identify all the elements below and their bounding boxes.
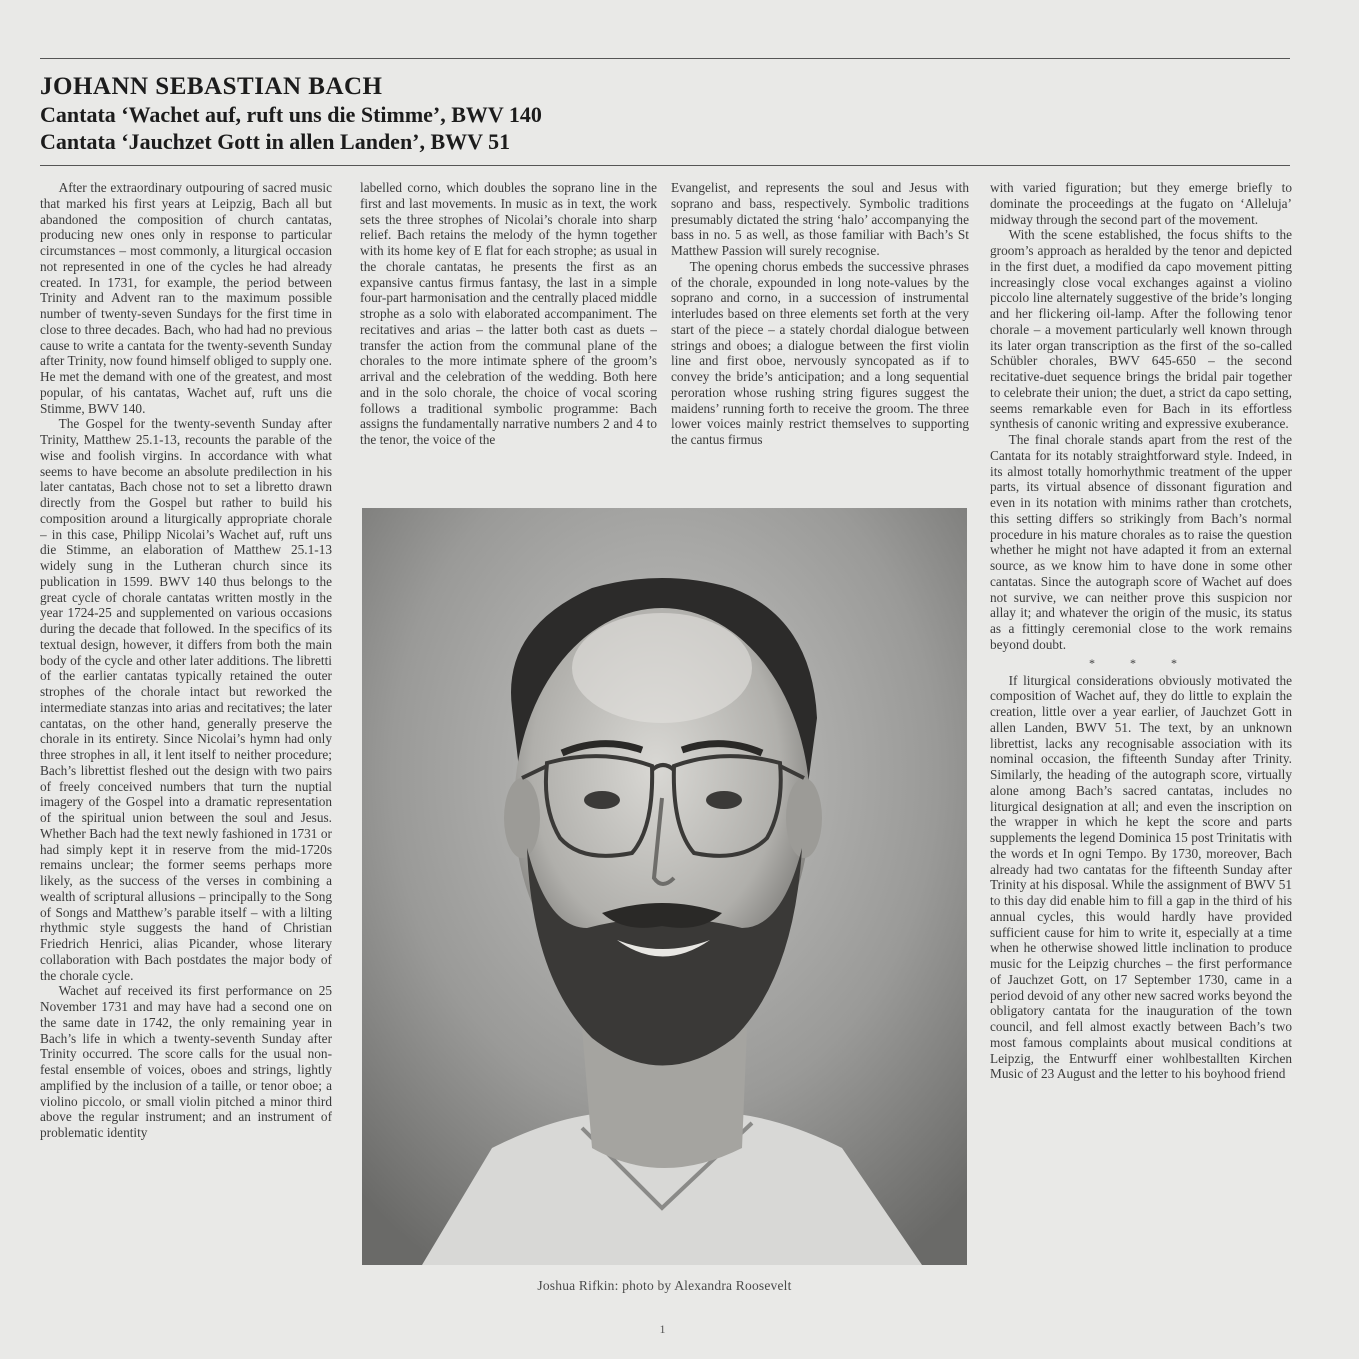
paragraph: with varied figuration; but they emerge briefly to dominate the proceedings at the fugato on ‘Alleluja’ midway through the second part of the movement. bbox=[990, 180, 1292, 227]
paragraph: The final chorale stands apart from the rest of the Cantata for its notably straightforward style. Indeed, in its almost totally homorhythmic treatment of the upper parts, its virtual absence of dissonant figuration and even in its notation with minims rather than crotchets, this setting differs so strikingly from Bach’s normal procedure in his mature chorales as to raise the question whether he might not have adapted it from an external source, as we know him to have done in some other cantatas. Since the autograph score of Wachet auf does not survive, we can neither prove this suspicion nor allay it; and whatever the origin of the music, its status as a fittingly ceremonial close to the work remains beyond doubt. bbox=[990, 432, 1292, 652]
portrait-photo bbox=[362, 508, 967, 1265]
paragraph: The Gospel for the twenty-seventh Sunday after Trinity, Matthew 25.1-13, recounts the parable of the wise and foolish virgins. In accordance with what seems to have become an absolute predilection in his later cantatas, Bach chose not to set a libretto drawn directly from the Gospel but rather to build his composition around a liturgically appropriate chorale – in this case, Philipp Nicolai’s Wachet auf, ruft uns die Stimme, an elaboration of Matthew 25.1-13 widely sung in the Lutheran church since its publication in 1599. BWV 140 thus belongs to the great cycle of chorale cantatas written mostly in the year 1724-25 and supplemented on various occasions during the decade that followed. In the specifics of its textual design, however, it differs from both the main body of the cycle and other later additions. The libretti of the earlier cantatas typically retained the outer strophes of the chorale intact but reworked the intermediate stanzas into arias and recitatives; the later cantatas, on the other hand, generally preserve the chorale in its entirety. Since Nicolai’s hymn had only three strophes in all, it lent itself to neither procedure; Bach’s librettist fleshed out the design with two pairs of freely conceived numbers that turn the nuptial imagery of the Gospel into a dramatic representation of the spiritual union between the soul and Jesus. Whether Bach had the text newly fashioned in 1731 or had simply kept it in reserve from the mid-1720s remains unclear; the former seems perhaps more likely, as the success of the verses in combining a wealth of scriptural allusions – principally to the Song of Songs and Matthew’s parable itself – with a lilting rhythmic style suggests the hand of Christian Friedrich Henrici, alias Picander, whose literary collaboration with Bach postdates the major body of the chorale cycle. bbox=[40, 416, 332, 983]
page-header bbox=[40, 72, 1290, 155]
paragraph: After the extraordinary outpouring of sacred music that marked his first years at Leipzig, Bach all but abandoned the composition of church cantatas, producing new ones only in response to particular circumstances – most commonly, a liturgical occasion not represented in one of the cycles he had already created. In 1731, for example, the period between Trinity and Advent ran to the maximum possible number of twenty-seven Sundays for the first time in close to three decades. Bach, who had had no previous cause to write a cantata for the twenty-seventh Sunday after Trinity, now found himself obliged to supply one. He met the demand with one of the greatest, and most popular, of his cantatas, Wachet auf, ruft uns die Stimme, BWV 140. bbox=[40, 180, 332, 416]
work-title-1: Cantata ‘Wachet auf, ruft uns die Stimme’, BWV 140 bbox=[40, 102, 542, 127]
top-rule bbox=[40, 58, 1290, 59]
text-column-3 bbox=[671, 180, 969, 495]
section-divider: * * * bbox=[1089, 655, 1193, 670]
paragraph: The opening chorus embeds the successive phrases of the chorale, expounded in long note-values by the soprano and corno, in a succession of instrumental interludes based on three elements set forth at the very start of the piece – a stately chordal dialogue between strings and oboes; a dialogue between the first violin line and first oboe, nervously syncopated as if to convey the bride’s anticipation; and a long sequential peroration whose rushing string figures suggest the maidens’ running forth to receive the groom. The three lower voices mainly restrict themselves to supporting the cantus firmus bbox=[671, 258, 969, 447]
photo-caption: Joshua Rifkin: photo by Alexandra Roosevelt bbox=[537, 1278, 792, 1293]
work-title-2: Cantata ‘Jauchzet Gott in allen Landen’, BWV 51 bbox=[40, 129, 511, 154]
paragraph: labelled corno, which doubles the soprano line in the first and last movements. In music as in text, the work sets the three strophes of Nicolai’s chorale into sharp relief. Bach retains the melody of the hymn together with its home key of E flat for each strophe; as usual in the chorale cantatas, he presents the first as an expansive cantus firmus fantasy, the last in a simple four-part harmonisation and the centrally placed middle strophe as a solo with elaborated accompaniment. The recitatives and arias – the latter both cast as duets – transfer the action from the communal plane of the chorales to the more intimate sphere of the groom’s arrival and the celebration of the wedding. Both here and in the solo chorale, the choice of vocal scoring follows a traditional symbolic programme: Bach assigns the fundamentally narrative numbers 2 and 4 to the tenor, the voice of the bbox=[360, 180, 657, 447]
header-rule bbox=[40, 165, 1290, 166]
paragraph: If liturgical considerations obviously motivated the composition of Wachet auf, they do little to explain the creation, little over a year earlier, of Jauchzet Gott in allen Landen, BWV 51. The text, by an unknown librettist, lacks any recognisable association with its nominal occasion, the fifteenth Sunday after Trinity. Similarly, the heading of the autograph score, virtually alone among Bach’s sacred cantatas, includes no liturgical designation at all; and even the inscription on the wrapper in which he kept the score and parts supplements the legend Dominica 15 post Trinitatis with the words et In ogni Tempo. By 1730, moreover, Bach already had two cantatas for the fifteenth Sunday after Trinity at his disposal. While the assignment of BWV 51 to this day did enable him to fill a gap in the third of his annual cycles, this would hardly have provided sufficient cause for him to write it, especially at a time when he otherwise showed little inclination to produce music for the Leipzig churches – the first performance of Jauchzet Gott, on 17 September 1730, came in a period devoid of any other new sacred works beyond the obligatory cantata for the inauguration of the town council, and fell almost exactly between Bach’s two most famous complaints about musical conditions at Leipzig, the Entwurff einer wohlbestallten Kirchen Music of 23 August and the letter to his boyhood friend bbox=[990, 672, 1292, 1082]
portrait-illustration bbox=[362, 508, 967, 1265]
text-column-4 bbox=[990, 180, 1292, 1330]
page-number: 1 bbox=[659, 1322, 666, 1336]
composer-name: JOHANN SEBASTIAN BACH bbox=[40, 73, 383, 100]
text-column-2 bbox=[360, 180, 657, 495]
paragraph: Wachet auf received its first performance on 25 November 1731 and may have had a second one on the same date in 1742, the only remaining year in Bach’s life in which a twenty-seventh Sunday after Trinity occurred. The score calls for the usual non-festal ensemble of voices, oboes and strings, lightly amplified by the inclusion of a taille, or tenor oboe; a violino piccolo, or small violin pitched a minor third above the regular instrument; and an instrument of problematic identity bbox=[40, 983, 332, 1140]
paragraph: With the scene established, the focus shifts to the groom’s approach as heralded by the tenor and depicted in the first duet, a modified da capo movement pitting increasingly close vocal exchanges against a violino piccolo line alternately suggestive of the bride’s longing and her flickering oil-lamp. After the following tenor chorale – a movement particularly well known through its later organ transcription as the first of the so-called Schübler chorales, BWV 645-650 – the second recitative-duet sequence brings the bridal pair together to celebrate their union; the duet, a strict da capo setting, seems remarkable even for Bach in its effortless synthesis of canonic writing and expressive exuberance. bbox=[990, 227, 1292, 432]
paragraph: Evangelist, and represents the soul and Jesus with soprano and bass, respectively. Symbolic traditions presumably dictated the string ‘halo’ accompanying the bass in no. 5 as well, as those familiar with Bach’s St Matthew Passion will surely recognise. bbox=[671, 180, 969, 258]
text-column-1 bbox=[40, 180, 332, 1330]
